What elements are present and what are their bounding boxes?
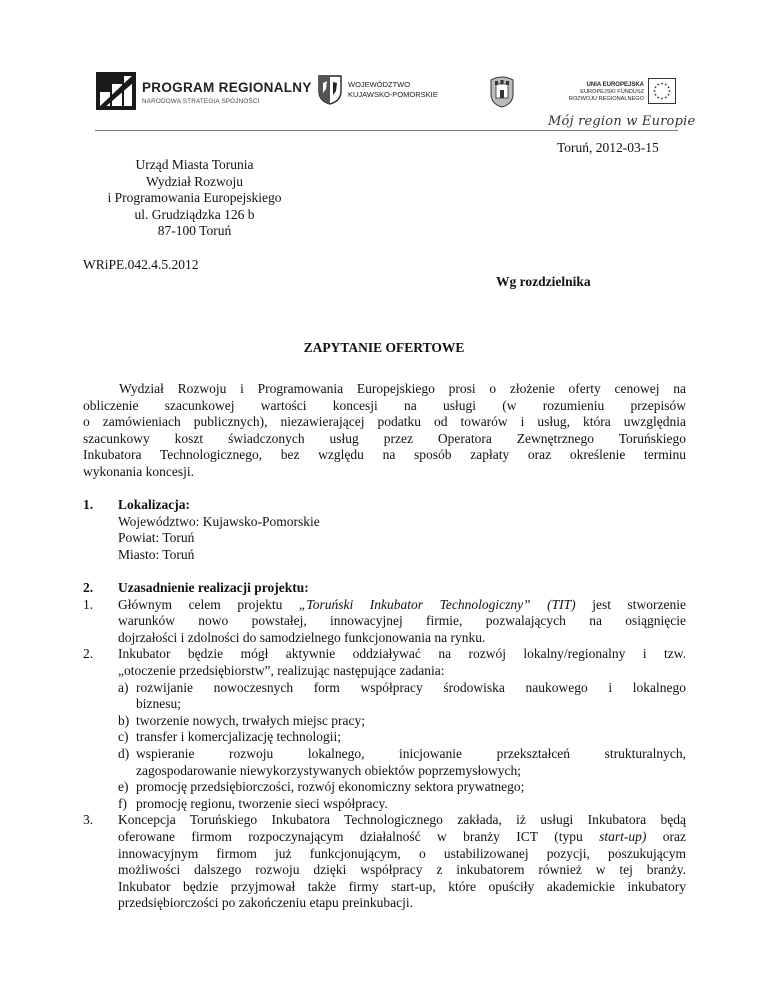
- section-1-number: 1.: [83, 497, 94, 512]
- section-1-line: Województwo: Kujawsko-Pomorskie: [118, 513, 320, 529]
- item-line: przedsiębiorczości po zakończeniu etapu preinkubacji.: [118, 895, 413, 911]
- item-number: 1.: [83, 596, 94, 612]
- program-subtitle: NARODOWA STRATEGIA SPÓJNOŚCI: [142, 98, 260, 105]
- section-2: [83, 580, 686, 912]
- task-item: a) rozwijanie nowoczesnych form współpracy środowiska naukowego i lokalnego biznesu;: [118, 679, 686, 712]
- sender-block: [83, 157, 306, 240]
- sender-line: ul. Grudziądzka 126 b: [134, 206, 255, 222]
- eu-text: [546, 82, 644, 103]
- item-number: 2.: [83, 646, 94, 662]
- item-line: innowacyjnym firmom już funkcjonującym, o ustabilizowanej pozycji, poszukującym: [118, 845, 686, 861]
- document-title: ZAPYTANIE OFERTOWE: [303, 340, 465, 355]
- program-regionalny-logo: [96, 72, 136, 110]
- item-line: Inkubator będzie przyjmował także firmy start-up, które opuściły akademickie inkubatory: [118, 878, 686, 894]
- eu-star-icon: [669, 90, 671, 92]
- section-1-line: Powiat: Toruń: [118, 530, 195, 546]
- eu-star-icon: [661, 83, 663, 85]
- list-item: [83, 597, 686, 647]
- header-divider: [95, 130, 678, 131]
- voivodeship-crest-icon: [318, 75, 342, 105]
- eu-star-icon: [668, 86, 670, 88]
- recipient: Wg rozdzielnika: [496, 274, 591, 289]
- intro-paragraph: [83, 381, 686, 481]
- eu-star-icon: [668, 94, 670, 96]
- program-title: PROGRAM REGIONALNY: [142, 80, 312, 95]
- eu-star-icon: [657, 84, 659, 86]
- intro-line: szacunkowy koszt świadczonych usług przez Operatora Zewnętrznego Toruńskiego: [83, 430, 686, 446]
- eu-line2: EUROPEJSKI FUNDUSZ: [580, 89, 644, 95]
- voivodeship-line2: KUJAWSKO-POMORSKIE: [348, 90, 438, 99]
- sender-line: Urząd Miasta Torunia: [135, 157, 254, 172]
- list-item: [83, 812, 686, 912]
- reference-number: WRiPE.042.4.5.2012: [83, 257, 199, 272]
- motto: Mój region w Europie: [548, 114, 696, 129]
- eu-star-icon: [655, 94, 657, 96]
- place-date: Toruń, 2012-03-15: [557, 140, 659, 155]
- item-line: „otoczenie przedsiębiorstw”, realizując następujące zadania:: [118, 662, 445, 678]
- eu-star-icon: [661, 98, 663, 100]
- eu-star-icon: [655, 86, 657, 88]
- task-item: d) wspieranie rozwoju lokalnego, inicjowanie przekształceń strukturalnych, zagospodarowanie niewykorzystywanych obiektów poprzemysłowych;: [118, 745, 686, 778]
- section-1-heading: Lokalizacja:: [118, 497, 190, 512]
- intro-line: obliczenie szacunkowej wartości koncesji na usługi (w rozumieniu przepisów: [83, 397, 686, 413]
- item-line: oferowane firmom rozpoczynającym działalność w branży ICT (typu start-up) oraz: [118, 828, 686, 844]
- item-line: warunków nowo powstałej, innowacyjnej firmie, pozwalających na osiągnięcie: [118, 613, 686, 629]
- item-line: Inkubator będzie mógł aktywnie oddziaływać na rozwój lokalny/regionalny i tzw.: [118, 646, 686, 662]
- item-line: Głównym celem projektu „Toruński Inkubator Technologiczny” (TIT) jest stworzenie: [118, 596, 686, 612]
- voivodeship-line1: WOJEWÓDZTWO: [348, 80, 411, 89]
- task-item: f) promocję regionu, tworzenie sieci współpracy.: [118, 795, 388, 811]
- task-item: b) tworzenie nowych, trwałych miejsc pracy;: [118, 712, 366, 728]
- intro-line: wykonania koncesji.: [83, 463, 194, 479]
- eu-line1: UNIA EUROPEJSKA: [586, 82, 644, 88]
- item-line: możliwości dalszego rozwoju dzięki współpracy z inkubatorem również w tej branży.: [118, 862, 686, 878]
- list-item: [83, 646, 686, 812]
- eu-star-icon: [657, 97, 659, 99]
- intro-line: Wydział Rozwoju i Programowania Europejskiego prosi o złożenie oferty cenowej na: [119, 381, 686, 396]
- section-1-line: Miasto: Toruń: [118, 546, 195, 562]
- intro-line: o zamówieniach publicznych), niezawierającej podatku od towarów i usług, która uwzględnia: [83, 414, 686, 430]
- section-2-heading: Uzasadnienie realizacji projektu:: [118, 580, 309, 595]
- section-2-number: 2.: [83, 580, 94, 595]
- item-line: Koncepcja Toruńskiego Inkubatora Technologicznego zakłada, iż usługi Inkubatora będą: [118, 812, 686, 828]
- eu-star-icon: [665, 97, 667, 99]
- eu-star-icon: [654, 90, 656, 92]
- task-item: e) promocję przedsiębiorczości, rozwój ekonomiczny sektora prywatnego;: [118, 779, 525, 795]
- project-name: „Toruński Inkubator Technologiczny” (TIT): [298, 596, 576, 612]
- item-line: dojrzałości i zdolności do samodzielnego funkcjonowania na rynku.: [118, 629, 486, 645]
- eu-line3: ROZWOJU REGIONALNEGO: [568, 96, 644, 102]
- torun-crest-icon: [488, 74, 516, 108]
- sender-line: Wydział Rozwoju: [145, 173, 244, 189]
- item-number: 3.: [83, 812, 94, 828]
- eu-flag-icon: [648, 78, 676, 104]
- sender-line: 87-100 Toruń: [157, 223, 232, 239]
- sender-line: i Programowania Europejskiego: [107, 190, 282, 206]
- intro-line: Inkubatora Technologicznego, bez względu na sposób zapłaty oraz określenie terminu: [83, 447, 686, 463]
- section-1: [83, 497, 686, 563]
- task-item: c) transfer i komercjalizację technologii;: [118, 729, 342, 745]
- eu-star-icon: [665, 84, 667, 86]
